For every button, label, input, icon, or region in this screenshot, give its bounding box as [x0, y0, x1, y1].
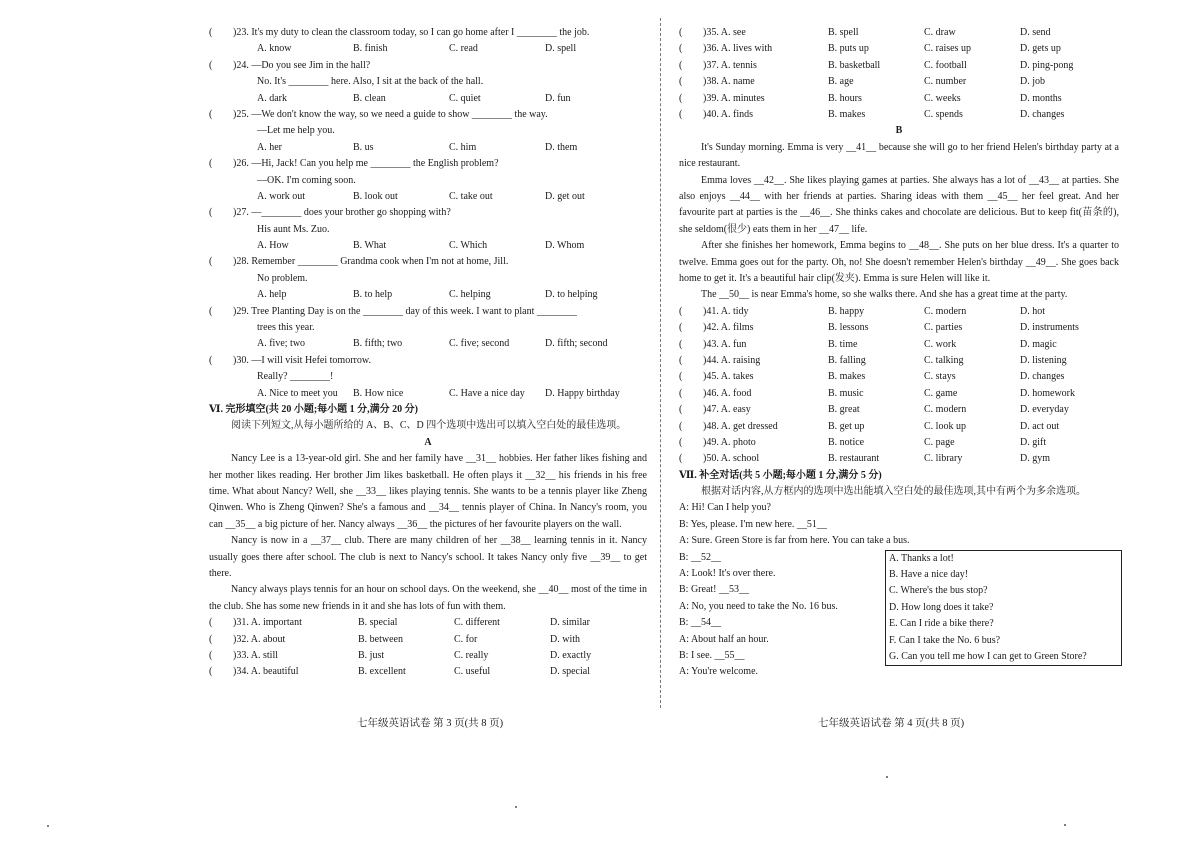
option-c: C. parties — [924, 322, 963, 334]
option-c: C. for — [454, 633, 478, 645]
option-b: B. special — [358, 617, 398, 629]
question-stem — [209, 353, 647, 369]
cloze-options — [679, 304, 1119, 320]
dialog-area — [679, 500, 1119, 680]
option-a: )38. A. name — [703, 76, 755, 88]
question-response: trees this year. — [257, 322, 315, 334]
option-b: B. lessons — [828, 322, 869, 334]
cloze-options — [679, 320, 1119, 336]
answer-paren: ( — [679, 108, 683, 120]
passage-paragraph: The __50__ is near Emma's home, so she walks there. And she has a great time at the party. — [701, 289, 1068, 301]
option-b: B. restaurant — [828, 453, 880, 465]
passage-label: B — [895, 125, 903, 137]
box-option: E. Can I ride a bike there? — [889, 618, 994, 630]
option-d: D. exactly — [550, 650, 592, 661]
option-c: C. raises up — [924, 43, 971, 55]
question-text: )23. It's my duty to clean the classroom today, so I can go home after I ________ the job. — [233, 27, 590, 38]
scan-speck — [47, 825, 49, 827]
option-b: B. time — [828, 338, 858, 350]
question-options — [209, 238, 647, 254]
answer-paren: ( — [209, 158, 213, 170]
option-c: C. look up — [924, 420, 966, 432]
answer-paren: ( — [679, 92, 683, 104]
section-title: Ⅶ. 补全对话(共 5 小题;每小题 1 分,满分 5 分) — [679, 469, 882, 481]
option-d: D. homework — [1020, 387, 1075, 399]
option: A. Nice to meet you — [257, 387, 338, 399]
option-c: C. stays — [924, 371, 956, 383]
question-options — [209, 189, 647, 205]
cloze-options — [209, 632, 647, 648]
passage-paragraph: After she finishes her homework, Emma begins to __48__. She puts on her blue dress. It's a quarter to twelve. Emma goes out for the party. Oh, no! She doesn't remember Helen's birthday __49__. She goes back home to get it. It's a beautiful hair clip(发夹). Emma is sure Helen will like it. — [679, 240, 1119, 284]
option-b: B. music — [828, 387, 864, 399]
cloze-options — [679, 337, 1119, 353]
dialog-line: B: I see. __55__ — [679, 650, 745, 661]
option-d: D. gets up — [1020, 43, 1061, 55]
option-b: B. just — [358, 650, 385, 661]
option-b: B. makes — [828, 108, 866, 120]
answer-paren: ( — [209, 650, 213, 661]
dialog-line: A: Hi! Can I help you? — [679, 502, 771, 514]
question-stem — [209, 58, 647, 74]
question-response: —Let me help you. — [257, 125, 335, 137]
section-title: Ⅵ. 完形填空(共 20 小题;每小题 1 分,满分 20 分) — [209, 403, 418, 415]
option-a: )50. A. school — [703, 453, 760, 465]
answer-paren: ( — [209, 27, 213, 38]
option: A. work out — [257, 190, 306, 202]
passage-paragraph: It's Sunday morning. Emma is very __41__ because she will go to her friend Helen's birthday party at a nice restaurant. — [679, 141, 1119, 170]
option-b: B. between — [358, 633, 403, 645]
option-a: )32. A. about — [233, 633, 286, 645]
option: A. know — [257, 43, 292, 55]
option-b: B. hours — [828, 92, 862, 104]
left-page — [209, 25, 647, 681]
option: B. fifth; two — [353, 338, 403, 350]
option-d: D. listening — [1020, 354, 1067, 366]
dialog-line: B: Great! __53__ — [679, 584, 749, 596]
option-d: D. ping-pong — [1020, 59, 1074, 71]
option-d: D. similar — [550, 617, 590, 629]
box-option: A. Thanks a lot! — [889, 552, 954, 564]
option: B. finish — [353, 43, 388, 55]
option-a: )34. A. beautiful — [233, 666, 299, 678]
answer-paren: ( — [209, 617, 213, 629]
answer-paren: ( — [679, 420, 683, 432]
right-page — [679, 25, 1119, 681]
question-stem — [209, 254, 647, 270]
cloze-options — [679, 353, 1119, 369]
option-c: C. talking — [924, 354, 964, 366]
option-c: C. useful — [454, 666, 491, 678]
option: A. help — [257, 289, 287, 301]
scan-speck — [886, 776, 888, 778]
option-d: D. job — [1020, 76, 1045, 88]
answer-paren: ( — [679, 436, 683, 448]
option-c: C. football — [924, 59, 967, 71]
option-d: D. hot — [1020, 305, 1045, 317]
cloze-options — [679, 107, 1119, 123]
cloze-options — [679, 369, 1119, 385]
section-instructions: 根据对话内容,从方框内的选项中选出能填入空白处的最佳选项,其中有两个为多余选项。 — [701, 486, 1086, 498]
answer-paren: ( — [209, 108, 213, 120]
answer-paren: ( — [679, 453, 683, 465]
answer-paren: ( — [679, 305, 683, 317]
option-c: C. different — [454, 617, 500, 629]
question-text: )25. —We don't know the way, so we need a guide to show ________ the way. — [233, 108, 548, 120]
answer-paren: ( — [679, 338, 683, 350]
dialog-line: A: Look! It's over there. — [679, 568, 776, 580]
answer-paren: ( — [209, 633, 213, 645]
passage-paragraph: Emma loves __42__. She likes playing games at parties. She always has a lot of __43__ at parties. She also enjoys __44__ with her friends at parties. Sharing ideas with them __45__ her feel great. And her favourite part at parties is the __46__. She thinks cakes and chocolate are delicious. But to keep fit(苗条的), she seldom(很少) eats them in her __47__ life. — [679, 174, 1119, 235]
answer-paren: ( — [679, 404, 683, 416]
question-response: No. It's ________ here. Also, I sit at the back of the hall. — [257, 76, 484, 88]
answer-paren: ( — [209, 354, 213, 366]
scan-speck — [1064, 824, 1066, 826]
option-a: )31. A. important — [233, 617, 302, 629]
answer-paren: ( — [679, 43, 683, 55]
option-a: )42. A. films — [703, 322, 754, 334]
option: C. take out — [449, 190, 493, 202]
option: D. to helping — [545, 289, 598, 301]
option-a: )49. A. photo — [703, 436, 756, 448]
question-text: )29. Tree Planting Day is on the ________ day of this week. I want to plant ________ — [233, 305, 577, 317]
question-options — [209, 386, 647, 402]
question-text: )27. —________ does your brother go shopping with? — [233, 207, 451, 219]
option: B. clean — [353, 92, 386, 104]
cloze-options — [209, 615, 647, 631]
answer-paren: ( — [679, 322, 683, 334]
question-stem — [209, 205, 647, 221]
dialog-line: B: __52__ — [679, 551, 721, 563]
answer-paren: ( — [679, 387, 683, 399]
option-a: )40. A. finds — [703, 108, 753, 120]
option-c: C. game — [924, 387, 958, 399]
option-a: )47. A. easy — [703, 404, 751, 416]
page-divider — [660, 18, 661, 708]
option-d: D. gift — [1020, 436, 1047, 448]
option-d: D. changes — [1020, 371, 1065, 383]
passage-paragraph: Nancy is now in a __37__ club. There are many children of her __38__ learning tennis in it. Nancy usually goes there after school. The club is next to Nancy's school. It takes Nancy only five __39__ to get there. — [209, 535, 647, 579]
option: D. them — [545, 141, 578, 153]
option: D. fifth; second — [545, 338, 608, 350]
option-a: )45. A. takes — [703, 371, 754, 383]
passage-paragraph: Nancy Lee is a 13-year-old girl. She and her family have __31__ hobbies. Her father likes fishing and her mother likes reading. Her brother Jim likes basketball. He often plays it __32__ his friends in his free time. What about Nancy? Well, she __33__ likes playing tennis. She wants to be a tennis player like Zheng Qinwen. Who is Zheng Qinwen? She's a famous and __34__ tennis player of China. In Nancy's room, you can __35__ a big picture of her. Nancy always __36__ the pictures of her favourite players on the wall. — [209, 453, 647, 530]
option-a: )46. A. food — [703, 387, 752, 399]
option-d: D. instruments — [1020, 322, 1079, 334]
cloze-options — [679, 91, 1119, 107]
option-b: B. happy — [828, 305, 865, 317]
option-d: D. with — [550, 633, 580, 645]
cloze-options — [209, 648, 647, 664]
passage-paragraph: Nancy always plays tennis for an hour on school days. On the weekend, she __40__ most of the time in the club. She has some new friends in it and she has lots of fun with them. — [209, 584, 647, 612]
option: A. dark — [257, 92, 287, 104]
option: A. her — [257, 141, 282, 153]
option: B. to help — [353, 289, 393, 301]
left-footer: 七年级英语试卷 第 3 页(共 8 页) — [357, 718, 504, 729]
option: C. quiet — [449, 92, 481, 104]
dialog-line: A: No, you need to take the No. 16 bus. — [679, 600, 838, 612]
question-text: )28. Remember ________ Grandma cook when I'm not at home, Jill. — [233, 256, 509, 268]
option-a: )41. A. tidy — [703, 305, 749, 317]
option: D. spell — [545, 43, 577, 55]
option-b: B. great — [828, 404, 860, 416]
option-b: B. notice — [828, 436, 865, 448]
cloze-options — [679, 386, 1119, 402]
question-options — [209, 91, 647, 107]
question-text: )30. —I will visit Hefei tomorrow. — [233, 354, 371, 366]
dialog-line: A: Sure. Green Store is far from here. You can take a bus. — [679, 535, 910, 547]
answer-paren: ( — [679, 76, 683, 88]
option: D. fun — [545, 92, 571, 104]
question-text: )24. —Do you see Jim in the hall? — [233, 59, 371, 71]
option: C. Which — [449, 240, 488, 252]
question-options — [209, 140, 647, 156]
option: A. How — [257, 240, 289, 252]
option-b: B. age — [828, 76, 854, 88]
option-b: B. excellent — [358, 666, 406, 678]
box-option: C. Where's the bus stop? — [889, 585, 988, 597]
question-options — [209, 336, 647, 352]
option: A. five; two — [257, 338, 306, 350]
option-a: )39. A. minutes — [703, 92, 765, 104]
cloze-options — [679, 435, 1119, 451]
cloze-options — [679, 451, 1119, 467]
option-d: D. special — [550, 666, 590, 678]
option-b: B. makes — [828, 371, 866, 383]
answer-paren: ( — [209, 666, 213, 678]
option-b: B. get up — [828, 420, 865, 432]
box-option: F. Can I take the No. 6 bus? — [889, 634, 1001, 646]
question-options — [209, 287, 647, 303]
question-response: Really? ________! — [257, 371, 334, 383]
question-stem — [209, 156, 647, 172]
answer-paren: ( — [209, 59, 213, 71]
option-c: C. draw — [924, 27, 956, 38]
cloze-options — [679, 402, 1119, 418]
option-d: D. act out — [1020, 420, 1060, 432]
passage-label: A — [424, 436, 432, 448]
option: C. read — [449, 43, 478, 55]
box-option: G. Can you tell me how I can get to Green Store? — [889, 651, 1087, 663]
option: B. How nice — [353, 387, 404, 399]
option-d: D. send — [1020, 27, 1051, 38]
question-options — [209, 41, 647, 57]
section-instructions: 阅读下列短文,从每小题所给的 A、B、C、D 四个选项中选出可以填入空白处的最佳选项。 — [231, 420, 627, 432]
question-stem — [209, 25, 647, 41]
options-box — [885, 550, 1122, 667]
cloze-options — [679, 419, 1119, 435]
scan-speck — [515, 806, 517, 808]
answer-paren: ( — [209, 207, 213, 219]
option: B. us — [353, 141, 374, 153]
answer-paren: ( — [679, 371, 683, 383]
option-a: )48. A. get dressed — [703, 420, 778, 432]
option-b: B. basketball — [828, 59, 881, 71]
option-c: C. spends — [924, 108, 963, 120]
option: C. him — [449, 141, 477, 153]
option: C. Have a nice day — [449, 387, 525, 399]
option: D. Whom — [545, 240, 585, 252]
option: B. look out — [353, 190, 398, 202]
cloze-options — [209, 664, 647, 680]
dialog-line: A: About half an hour. — [679, 633, 769, 645]
option: D. Happy birthday — [545, 387, 620, 399]
option: B. What — [353, 240, 387, 252]
cloze-options — [679, 74, 1119, 90]
option-c: C. weeks — [924, 92, 961, 104]
question-text: )26. —Hi, Jack! Can you help me ________ the English problem? — [233, 158, 499, 170]
question-response: —OK. I'm coming soon. — [257, 174, 356, 186]
option-c: C. really — [454, 650, 489, 661]
answer-paren: ( — [679, 59, 683, 71]
box-option: B. Have a nice day! — [889, 569, 969, 581]
option-c: C. work — [924, 338, 957, 350]
dialog-line: B: __54__ — [679, 617, 721, 629]
option-a: )44. A. raising — [703, 354, 761, 366]
answer-paren: ( — [209, 305, 213, 317]
question-stem — [209, 304, 647, 320]
option-b: B. spell — [828, 27, 859, 38]
right-footer: 七年级英语试卷 第 4 页(共 8 页) — [818, 718, 965, 729]
option-a: )43. A. fun — [703, 338, 747, 350]
option-d: D. everyday — [1020, 404, 1069, 416]
box-option: D. How long does it take? — [889, 601, 994, 613]
option-d: D. magic — [1020, 338, 1057, 350]
option-d: D. gym — [1020, 453, 1050, 465]
option-a: )35. A. see — [703, 27, 746, 38]
option-b: B. falling — [828, 354, 866, 366]
option-c: C. number — [924, 76, 967, 88]
option-a: )33. A. still — [233, 650, 279, 661]
answer-paren: ( — [679, 27, 683, 38]
option: C. five; second — [449, 338, 510, 350]
question-response: His aunt Ms. Zuo. — [257, 223, 330, 235]
option-c: C. modern — [924, 404, 967, 416]
option-c: C. library — [924, 453, 963, 465]
dialog-line: B: Yes, please. I'm new here. __51__ — [679, 518, 827, 530]
option-d: D. months — [1020, 92, 1062, 104]
option-d: D. changes — [1020, 108, 1065, 120]
question-response: No problem. — [257, 272, 308, 284]
cloze-options — [679, 25, 1119, 41]
cloze-options — [679, 41, 1119, 57]
option-a: )37. A. tennis — [703, 59, 757, 71]
dialog-line: A: You're welcome. — [679, 666, 759, 678]
option: C. helping — [449, 289, 491, 301]
option-a: )36. A. lives with — [703, 43, 773, 55]
question-stem — [209, 107, 647, 123]
option-b: B. puts up — [828, 43, 869, 55]
answer-paren: ( — [679, 354, 683, 366]
option-c: C. modern — [924, 305, 967, 317]
cloze-options — [679, 58, 1119, 74]
option-c: C. page — [924, 436, 955, 448]
option: D. get out — [545, 190, 585, 202]
answer-paren: ( — [209, 256, 213, 268]
